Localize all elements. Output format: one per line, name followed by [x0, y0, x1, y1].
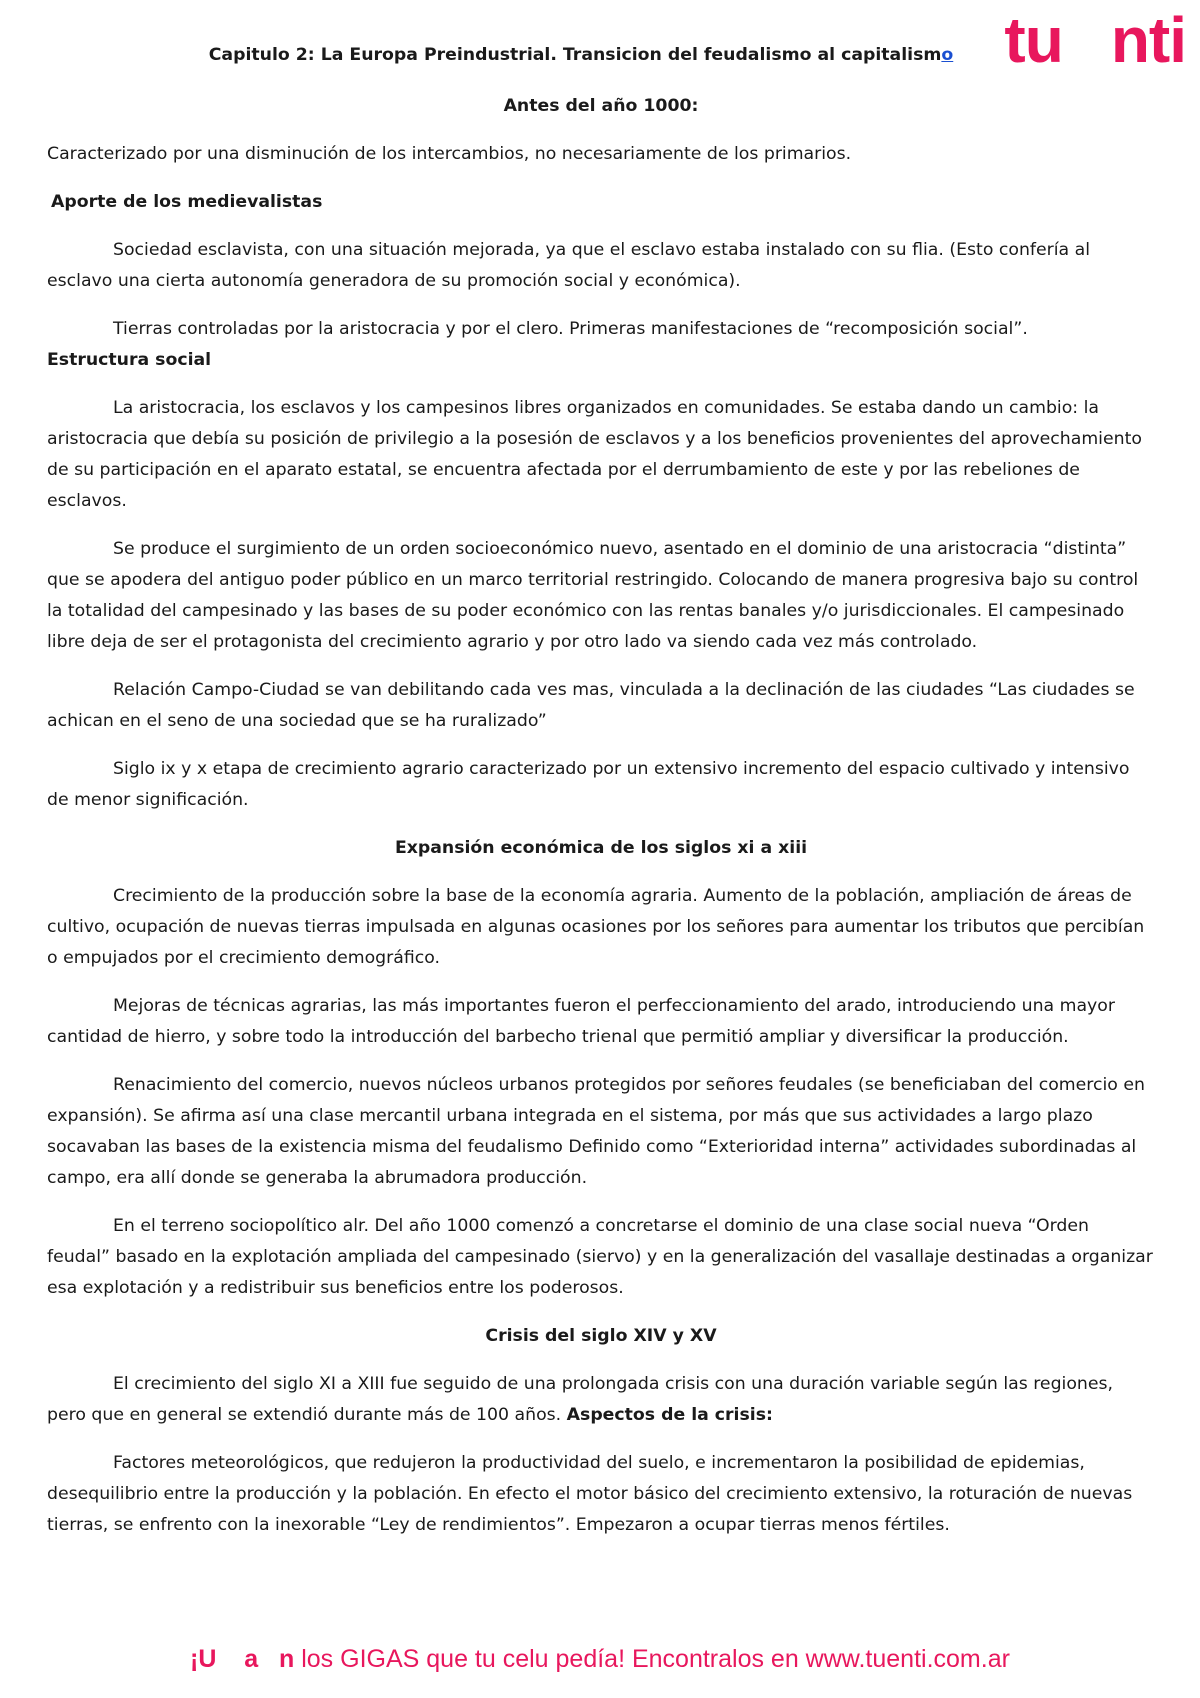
paragraph-tierras: Tierras controladas por la aristocracia y por el clero. Primeras manifestaciones de “recomposición social”. [113, 319, 1028, 339]
heading-crisis: Crisis del siglo XIV y XV [485, 1326, 717, 1346]
title-main: Capitulo 2: La Europa Preindustrial. Transicion del feudalismo al capitalism [208, 45, 942, 65]
document-title [47, 40, 1155, 71]
heading-estructura: Estructura social [47, 350, 212, 370]
heading-aporte: Aporte de los medievalistas [51, 192, 323, 212]
paragraph-aristocracia: La aristocracia, los esclavos y los campesinos libres organizados en comunidades. Se estaba dando un cambio: la aristocracia que debía su posición de privilegio a la posesión de esclavos y a los beneficios provenientes del aprovechamiento de su participación en el aparato estatal, se encuentra afectada por el derrumbamiento de este y por las rebeliones de esclavos. [47, 398, 1142, 511]
paragraph-crisis [47, 1369, 1155, 1431]
heading-antes: Antes del año 1000: [503, 96, 699, 116]
paragraph-terreno: En el terreno sociopolítico alr. Del año 1000 comenzó a concretarse el dominio de una clase social nueva “Orden feudal” basado en la explotación ampliada del campesinado (siervo) y en la generalización del vasallaje destinadas a organizar esa explotación y a redistribuir sus beneficios entre los poderosos. [47, 1216, 1153, 1298]
paragraph-mejoras: Mejoras de técnicas agrarias, las más importantes fueron el perfeccionamiento del arado, introduciendo una mayor cantidad de hierro, y sobre todo la introducción del barbecho trienal que permitió ampliar y diversificar la producción. [47, 996, 1115, 1047]
paragraph-factores: Factores meteorológicos, que redujeron la productividad del suelo, e incrementaron la posibilidad de epidemias, desequilibrio entre la producción y la población. En efecto el motor básico del crecimiento extensivo, la roturación de nuevas tierras, se enfrento con la inexorable “Ley de rendimientos”. Empezaron a ocupar tierras menos fértiles. [47, 1453, 1133, 1535]
paragraph-relacion: Relación Campo-Ciudad se van debilitando cada ves mas, vinculada a la declinación de las ciudades “Las ciudades se achican en el seno de una sociedad que se ha ruralizado” [47, 680, 1135, 731]
paragraph-caracterizado: Caracterizado por una disminución de los intercambios, no necesariamente de los primarios. [47, 144, 852, 164]
crisis-text: El crecimiento del siglo XI a XIII fue seguido de una prolongada crisis con una duración variable según las regiones, pero que en general se extendió durante más de 100 años. [47, 1374, 1113, 1425]
paragraph-renacimiento: Renacimiento del comercio, nuevos núcleos urbanos protegidos por señores feudales (se beneficiaban del comercio en expansión). Se afirma así una clase mercantil urbana integrada en el sistema, por más que sus actividades a largo plazo socavaban las bases de la existencia misma del feudalismo Definido como “Exterioridad interna” actividades subordinadas al campo, era allí donde se generaba la abrumadora producción. [47, 1075, 1145, 1188]
aspectos-label: Aspectos de la crisis: [566, 1405, 773, 1425]
footer-lead-1: ¡U [190, 1645, 217, 1673]
paragraph-sociedad: Sociedad esclavista, con una situación mejorada, ya que el esclavo estaba instalado con su flia. (Esto confería al esclavo una cierta autonomía generadora de su promoción social y económica). [47, 240, 1091, 291]
title-tail: o [941, 45, 954, 65]
heading-expansion: Expansión económica de los siglos xi a xiii [394, 838, 808, 858]
paragraph-siglo-ix: Siglo ix y x etapa de crecimiento agrario caracterizado por un extensivo incremento del espacio cultivado y intensivo de menor significación. [47, 759, 1130, 810]
footer-lead-3: n [278, 1645, 295, 1673]
paragraph-surgimiento: Se produce el surgimiento de un orden socioeconómico nuevo, asentado en el dominio de una aristocracia “distinta” que se apodera del antiguo poder público en un marco territorial restringido. Colocando de manera progresiva bajo su control la totalidad del campesinado y las bases de su poder económico con las rentas banales y/o jurisdiccionales. El campesinado libre deja de ser el protagonista del crecimiento agrario y por otro lado va siendo cada vez más controlado. [47, 539, 1139, 652]
footer-lead-2: a [244, 1645, 259, 1673]
logo-right: nti [1110, 4, 1186, 76]
document-page [47, 40, 1155, 1558]
footer-text: los GIGAS que tu celu pedía! Encontralos en www.tuenti.com.ar [301, 1645, 1010, 1673]
footer-banner[interactable] [0, 1643, 1200, 1675]
logo-left: tu [1004, 4, 1063, 76]
paragraph-crecimiento: Crecimiento de la producción sobre la base de la economía agraria. Aumento de la población, ampliación de áreas de cultivo, ocupación de nuevas tierras impulsada en algunas ocasiones por los señores para aumentar los tributos que percibían o empujados por el crecimiento demográfico. [47, 886, 1145, 968]
